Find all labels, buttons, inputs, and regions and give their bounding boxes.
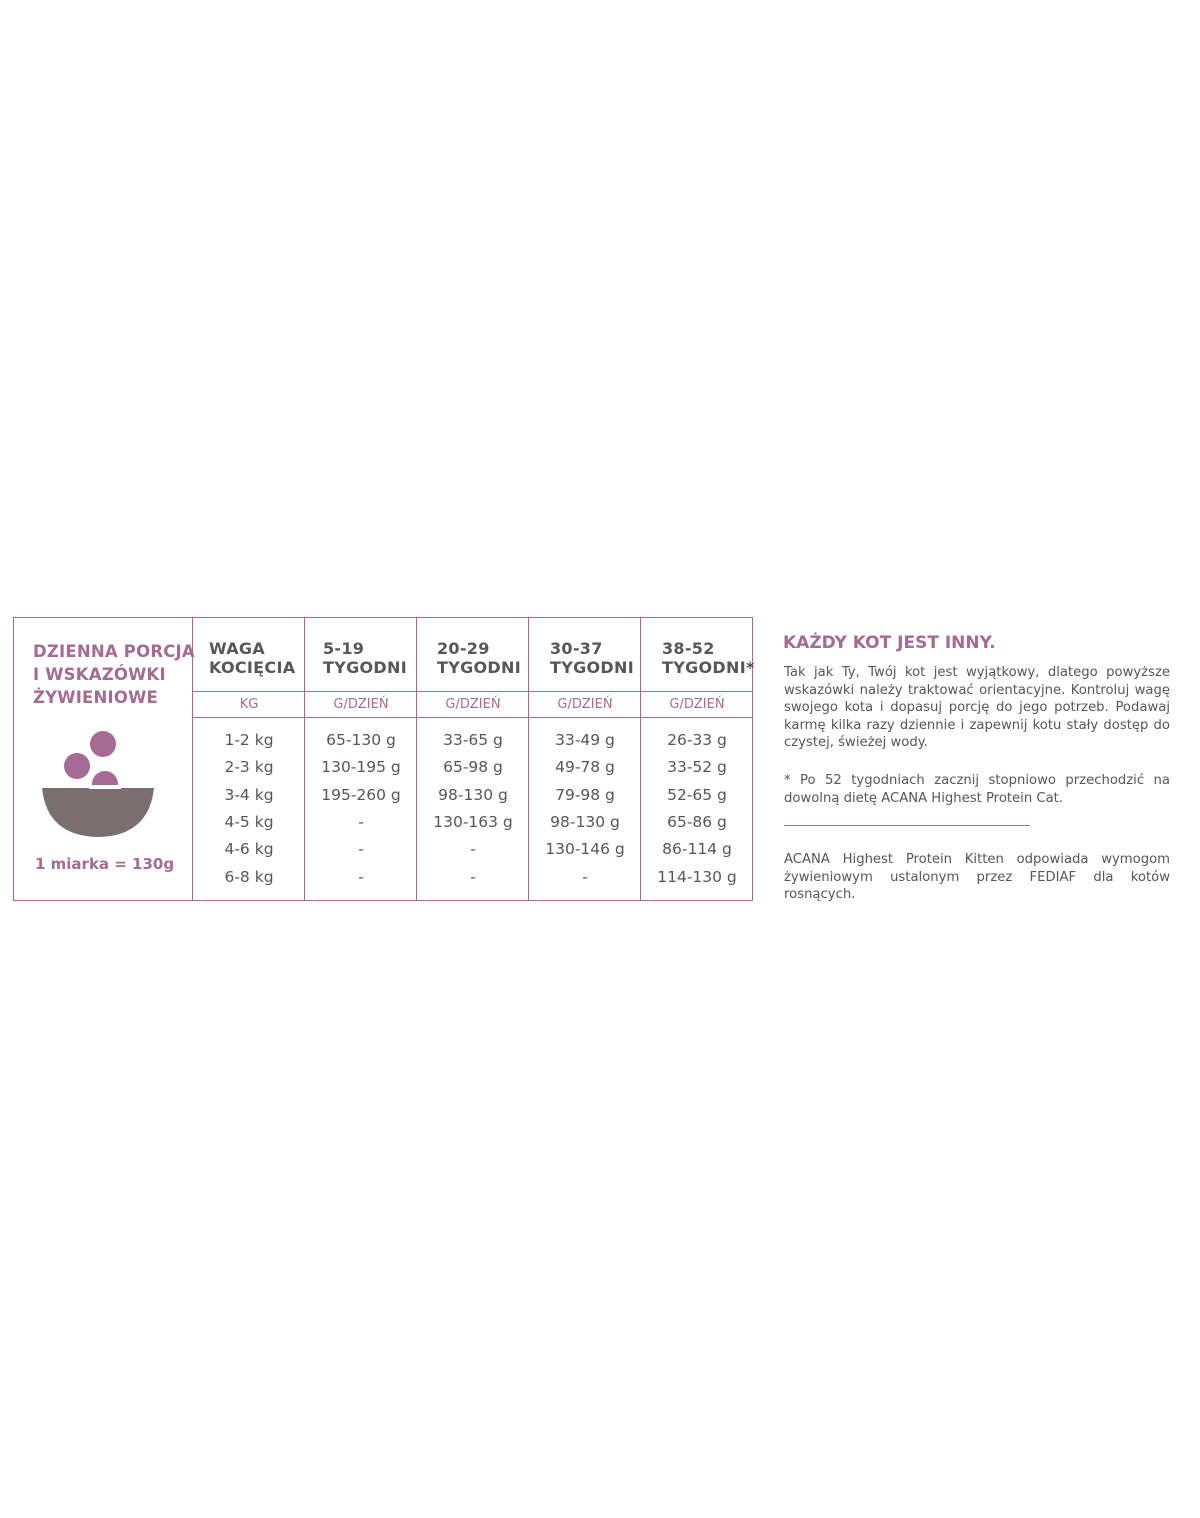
column-header-20-29: 20-29 TYGODNI xyxy=(437,639,521,677)
table-cell: 1-2 kg xyxy=(224,731,274,749)
table-cell: 4-5 kg xyxy=(224,812,274,831)
table-cell: 79-98 g xyxy=(555,785,615,804)
table-cell: 6-8 kg xyxy=(224,867,274,886)
divider xyxy=(784,825,1030,826)
notes-paragraph: Tak jak Ty, Twój kot jest wyjątkowy, dlatego powyższe wskazówki należy traktować orientacyjne. Kontroluj wagę swojego kota i dopasuj porcję do jego potrzeb. Podawaj karmę kilka razy dziennie i zapewnij kotu stały dostęp do czystej, świeżej wody. xyxy=(784,665,1170,750)
table-cell: 49-78 g xyxy=(555,758,615,777)
notes-compliance: ACANA Highest Protein Kitten odpowiada wymogom żywieniowym ustalonym przez FEDIAF dla kotów rosnących. xyxy=(784,852,1170,902)
unit-label: G/DZIEŃ xyxy=(557,697,613,712)
table-cell: - xyxy=(470,867,476,886)
table-cell: 130-146 g xyxy=(545,840,625,859)
table-cell: 130-195 g xyxy=(321,758,401,777)
table-cell: - xyxy=(470,840,476,859)
table-cell: 65-130 g xyxy=(326,731,396,749)
table-cell: 26-33 g xyxy=(667,731,727,749)
unit-label: G/DZIEŃ xyxy=(445,697,501,712)
table-title: DZIENNA PORCJA I WSKAZÓWKI ŻYWIENIOWE xyxy=(33,642,195,707)
table-cell: 2-3 kg xyxy=(224,758,274,777)
table-cell: 52-65 g xyxy=(667,785,727,804)
table-cell: 195-260 g xyxy=(321,785,401,804)
column-header-weight: WAGA KOCIĘCIA xyxy=(209,639,296,677)
table-cell: 33-49 g xyxy=(555,731,615,749)
table-cell: 86-114 g xyxy=(662,840,732,859)
table-cell: 65-98 g xyxy=(443,758,503,777)
table-cell: - xyxy=(358,840,364,859)
food-bowl-icon xyxy=(41,728,155,838)
table-cell: 4-6 kg xyxy=(224,840,274,859)
unit-label: KG xyxy=(239,697,259,712)
table-cell: 98-130 g xyxy=(550,812,620,831)
table-cell: - xyxy=(358,867,364,886)
column-header-5-19: 5-19 TYGODNI xyxy=(323,639,407,677)
table-cell: - xyxy=(358,812,364,831)
scoop-note: 1 miarka = 130g xyxy=(35,855,175,873)
unit-label: G/DZIEŃ xyxy=(669,697,725,712)
table-cell: - xyxy=(582,867,588,886)
table-cell: 3-4 kg xyxy=(224,785,274,804)
table-cell: 130-163 g xyxy=(433,812,513,831)
table-cell: 114-130 g xyxy=(657,867,737,886)
unit-label: G/DZIEŃ xyxy=(333,697,389,712)
table-cell: 33-52 g xyxy=(667,758,727,777)
feeding-table xyxy=(13,617,753,901)
column-header-38-52: 38-52 TYGODNI* xyxy=(662,639,755,677)
notes-footnote: * Po 52 tygodniach zacznij stopniowo przechodzić na dowolną dietę ACANA Highest Protein Cat. xyxy=(784,773,1170,806)
table-cell: 65-86 g xyxy=(667,812,727,831)
notes-title: KAŻDY KOT JEST INNY. xyxy=(783,633,996,653)
column-header-30-37: 30-37 TYGODNI xyxy=(550,639,634,677)
table-cell: 33-65 g xyxy=(443,731,503,749)
table-cell: 98-130 g xyxy=(438,785,508,804)
